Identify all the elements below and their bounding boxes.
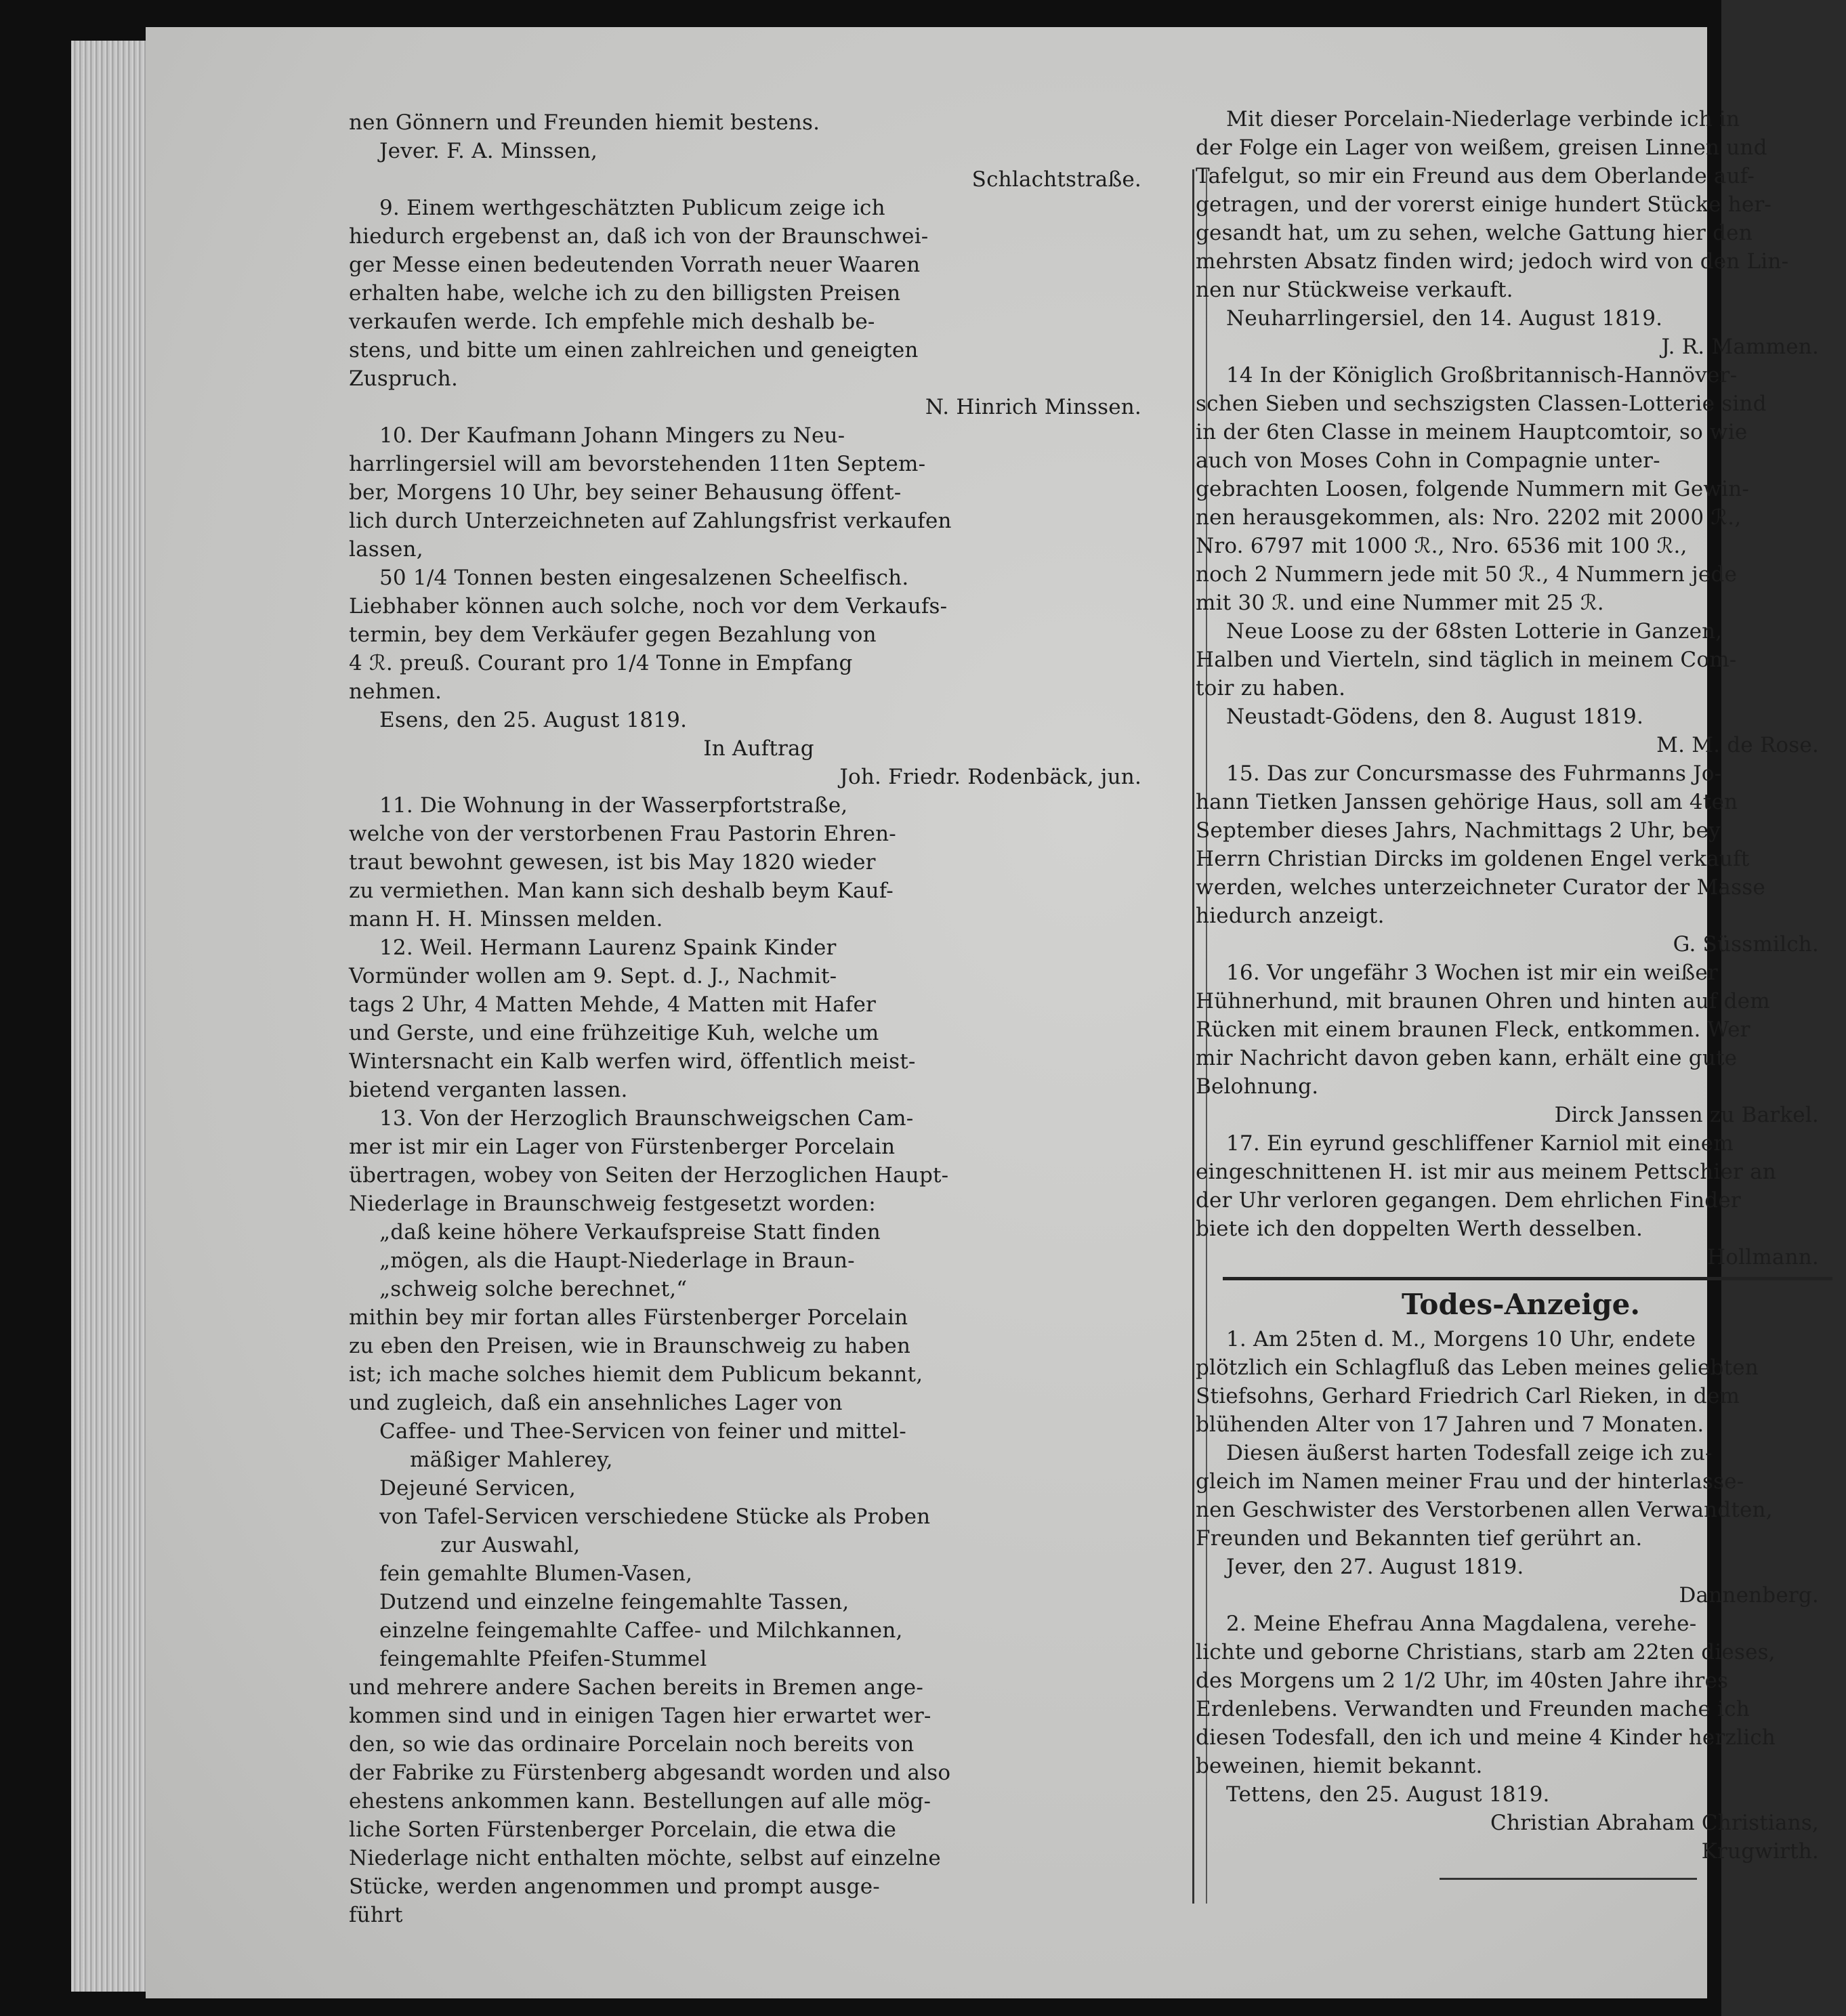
text-line: Dutzend und einzelne feingemahlte Tassen, [379, 1590, 849, 1614]
text-line: nen Gönnern und Freunden hiemit bestens. [349, 110, 820, 135]
text-line: Vormünder wollen am 9. Sept. d. J., Nachmit- [349, 964, 837, 988]
text-line: gleich im Namen meiner Frau und der hinterlasse- [1196, 1469, 1744, 1494]
text-line: Rücken mit einem braunen Fleck, entkommen. Wer [1196, 1017, 1750, 1042]
text-line: diesen Todesfall, den ich und meine 4 Kinder herzlich [1196, 1725, 1776, 1750]
text-line: nen nur Stückweise verkauft. [1196, 278, 1513, 302]
text-line: mehrsten Absatz finden wird; jedoch wird von den Lin- [1196, 249, 1789, 274]
text-line: hann Tietken Janssen gehörige Haus, soll am 4ten [1196, 790, 1738, 814]
text-line: Dirck Janssen zu Barkel. [1554, 1103, 1819, 1127]
text-line: mäßiger Mahlerey, [410, 1448, 613, 1472]
text-line: Dannenberg. [1679, 1583, 1819, 1608]
text-line: J. R. Mammen. [1661, 335, 1819, 359]
newspaper-page [146, 27, 1819, 1998]
text-line: 15. Das zur Concursmasse des Fuhrmanns Jo- [1226, 761, 1722, 786]
text-line: gesandt hat, um zu sehen, welche Gattung hier den [1196, 221, 1753, 245]
text-line: Hollmann. [1707, 1245, 1819, 1269]
text-line: Christian Abraham Christians, [1490, 1811, 1819, 1835]
text-line: Mit dieser Porcelain-Niederlage verbinde ich in [1226, 107, 1740, 131]
text-line: nen Geschwister des Verstorbenen allen Verwandten, [1196, 1498, 1773, 1522]
text-line: Zuspruch. [349, 366, 459, 391]
text-line: auch von Moses Cohn in Compagnie unter- [1196, 448, 1660, 473]
section-rule [1223, 1277, 1832, 1280]
text-line: September dieses Jahrs, Nachmittags 2 Uhr, bey [1196, 818, 1721, 843]
text-line: feingemahlte Pfeifen-Stummel [379, 1647, 707, 1671]
text-line: 2. Meine Ehefrau Anna Magdalena, verehe- [1226, 1612, 1697, 1636]
text-line: 10. Der Kaufmann Johann Mingers zu Neu- [379, 423, 845, 448]
text-line: Tettens, den 25. August 1819. [1226, 1782, 1550, 1807]
text-line: beweinen, hiemit bekannt. [1196, 1754, 1483, 1778]
text-line: 4 ℛ. preuß. Courant pro 1/4 Tonne in Empfang [349, 651, 853, 675]
text-line: Belohnung. [1196, 1074, 1319, 1099]
text-line: 12. Weil. Hermann Laurenz Spaink Kinder [379, 936, 837, 960]
text-line: zur Auswahl, [440, 1533, 581, 1557]
text-line: termin, bey dem Verkäufer gegen Bezahlung von [349, 623, 877, 647]
text-line: traut bewohnt gewesen, ist bis May 1820 wieder [349, 850, 876, 875]
text-line: blühenden Alter von 17 Jahren und 7 Monaten. [1196, 1412, 1704, 1437]
text-line: 11. Die Wohnung in der Wasserpfortstraße, [379, 793, 848, 818]
text-line: mithin bey mir fortan alles Fürstenberger Porcelain [349, 1305, 908, 1330]
text-line: 1. Am 25ten d. M., Morgens 10 Uhr, endete [1226, 1327, 1696, 1351]
text-line: verkaufen werde. Ich empfehle mich deshalb be- [349, 310, 875, 334]
text-line: fein gemahlte Blumen-Vasen, [379, 1561, 693, 1586]
text-line: und Gerste, und eine frühzeitige Kuh, welche um [349, 1021, 879, 1045]
text-line: Hühnerhund, mit braunen Ohren und hinten auf dem [1196, 989, 1770, 1013]
text-line: Caffee- und Thee-Servicen von feiner und mittel- [379, 1419, 906, 1444]
text-line: Erdenlebens. Verwandten und Freunden mache ich [1196, 1697, 1750, 1721]
text-line: Neue Loose zu der 68sten Lotterie in Ganzen, [1226, 619, 1723, 644]
text-line: Schlachtstraße. [971, 167, 1141, 192]
text-line: Neustadt-Gödens, den 8. August 1819. [1226, 705, 1644, 729]
text-line: übertragen, wobey von Seiten der Herzoglichen Haupt- [349, 1163, 949, 1188]
text-line: mann H. H. Minssen melden. [349, 907, 663, 931]
text-line: Liebhaber können auch solche, noch vor dem Verkaufs- [349, 594, 948, 618]
text-line: Niederlage nicht enthalten möchte, selbst auf einzelne [349, 1846, 941, 1870]
text-line: stens, und bitte um einen zahlreichen und geneigten [349, 338, 919, 362]
text-line: harrlingersiel will am bevorstehenden 11ten Septem- [349, 452, 926, 476]
text-line: Niederlage in Braunschweig festgesetzt worden: [349, 1192, 876, 1216]
text-line: und mehrere andere Sachen bereits in Bremen ange- [349, 1675, 924, 1700]
text-line: Jever. F. A. Minssen, [379, 139, 598, 163]
text-line: Halben und Vierteln, sind täglich in meinem Com- [1196, 648, 1737, 672]
text-line: Freunden und Bekannten tief gerührt an. [1196, 1526, 1643, 1551]
text-line: tags 2 Uhr, 4 Matten Mehde, 4 Matten mit Hafer [349, 992, 877, 1017]
text-line: mit 30 ℛ. und eine Nummer mit 25 ℛ. [1196, 591, 1604, 615]
text-line: nen herausgekommen, als: Nro. 2202 mit 2000 ℛ., [1196, 505, 1742, 530]
text-line: noch 2 Nummern jede mit 50 ℛ., 4 Nummern jede [1196, 562, 1738, 587]
text-line: bietend verganten lassen. [349, 1078, 628, 1102]
text-line: der Folge ein Lager von weißem, greisen Linnen und [1196, 135, 1767, 160]
text-line: mer ist mir ein Lager von Fürstenberger Porcelain [349, 1135, 896, 1159]
text-line: und zugleich, daß ein ansehnliches Lager von [349, 1391, 843, 1415]
text-line: welche von der verstorbenen Frau Pastorin Ehren- [349, 822, 896, 846]
text-line: den, so wie das ordinaire Porcelain noch bereits von [349, 1732, 915, 1757]
text-line: hiedurch anzeigt. [1196, 904, 1385, 928]
text-line: der Uhr verloren gegangen. Dem ehrlichen Finder [1196, 1188, 1741, 1213]
text-line: eingeschnittenen H. ist mir aus meinem Pettschier an [1196, 1160, 1776, 1184]
text-line: zu eben den Preisen, wie in Braunschweig zu haben [349, 1334, 911, 1358]
text-line: 13. Von der Herzoglich Braunschweigschen Cam- [379, 1106, 914, 1131]
text-line: Joh. Friedr. Rodenbäck, jun. [839, 765, 1141, 789]
text-line: Wintersnacht ein Kalb werfen wird, öffentlich meist- [349, 1049, 916, 1074]
text-line: 17. Ein eyrund geschliffener Karniol mit einem [1226, 1131, 1734, 1156]
text-line: „schweig solche berechnet,“ [379, 1277, 688, 1301]
text-line: Stücke, werden angenommen und prompt ausge- [349, 1874, 880, 1899]
text-line: M. M. de Rose. [1656, 733, 1819, 757]
text-line: der Fabrike zu Fürstenberg abgesandt worden und also [349, 1761, 951, 1785]
text-line: einzelne feingemahlte Caffee- und Milchkannen, [379, 1618, 903, 1643]
book-page-edges [71, 41, 152, 1992]
text-line: getragen, und der vorerst einige hundert Stücke her- [1196, 192, 1772, 217]
text-line: führt [349, 1903, 403, 1927]
text-line: Diesen äußerst harten Todesfall zeige ich zu- [1226, 1441, 1713, 1465]
text-line: plötzlich ein Schlagfluß das Leben meines geliebten [1196, 1356, 1759, 1380]
text-line: „mögen, als die Haupt-Niederlage in Braun- [379, 1248, 855, 1273]
text-line: Esens, den 25. August 1819. [379, 708, 688, 732]
left-column [349, 108, 1169, 1929]
text-line: biete ich den doppelten Werth desselben. [1196, 1217, 1643, 1241]
text-line: gebrachten Loosen, folgende Nummern mit Gewin- [1196, 477, 1750, 501]
right-column [1196, 105, 1846, 1880]
text-line: nehmen. [349, 679, 442, 704]
text-line: Tafelgut, so mir ein Freund aus dem Oberlande auf- [1196, 164, 1755, 188]
death-notices [1196, 1325, 1846, 1866]
column-divider [1192, 169, 1194, 1904]
text-line: Jever, den 27. August 1819. [1226, 1555, 1524, 1579]
text-line: G. Süssmilch. [1673, 932, 1819, 957]
text-line: 14 In der Königlich Großbritannisch-Hannöver- [1226, 363, 1738, 387]
text-line: in der 6ten Classe in meinem Hauptcomtoir, so wie [1196, 420, 1748, 444]
text-line: des Morgens um 2 1/2 Uhr, im 40sten Jahre ihres [1196, 1668, 1729, 1693]
text-line: N. Hinrich Minssen. [925, 395, 1141, 419]
text-line: kommen sind und in einigen Tagen hier erwartet wer- [349, 1704, 931, 1728]
text-line: Stiefsohns, Gerhard Friedrich Carl Rieken, in dem [1196, 1384, 1740, 1408]
text-line: ehestens ankommen kann. Bestellungen auf alle mög- [349, 1789, 931, 1813]
text-line: 50 1/4 Tonnen besten eingesalzenen Scheelfisch. [379, 566, 909, 590]
text-line: erhalten habe, welche ich zu den billigsten Preisen [349, 281, 901, 306]
text-line: toir zu haben. [1196, 676, 1346, 700]
text-line: lichte und geborne Christians, starb am 22ten dieses, [1196, 1640, 1776, 1664]
section-heading: Todes-Anzeige. [1402, 1288, 1640, 1321]
text-line: ist; ich mache solches hiemit dem Publicum bekannt, [349, 1362, 923, 1387]
text-line: ger Messe einen bedeutenden Vorrath neuer Waaren [349, 253, 921, 277]
text-line: zu vermiethen. Man kann sich deshalb beym Kauf- [349, 879, 894, 903]
text-line: Nro. 6797 mit 1000 ℛ., Nro. 6536 mit 100 ℛ., [1196, 534, 1687, 558]
text-line: 16. Vor ungefähr 3 Wochen ist mir ein weißer [1226, 961, 1718, 985]
text-line: werden, welches unterzeichneter Curator der Masse [1196, 875, 1765, 900]
end-rule [1440, 1878, 1697, 1880]
text-line: ber, Morgens 10 Uhr, bey seiner Behausung öffent- [349, 480, 902, 505]
text-line: 9. Einem werthgeschätzten Publicum zeige ich [379, 196, 885, 220]
text-line: „daß keine höhere Verkaufspreise Statt finden [379, 1220, 881, 1244]
text-line: mir Nachricht davon geben kann, erhält eine gute [1196, 1046, 1738, 1070]
text-line: von Tafel-Servicen verschiedene Stücke als Proben [379, 1505, 931, 1529]
text-line: Krugwirth. [1701, 1839, 1819, 1864]
text-line: Herrn Christian Dircks im goldenen Engel verkauft [1196, 847, 1750, 871]
text-line: Neuharrlingersiel, den 14. August 1819. [1226, 306, 1663, 331]
text-line: lich durch Unterzeichneten auf Zahlungsfrist verkaufen [349, 509, 952, 533]
text-line: liche Sorten Fürstenberger Porcelain, die etwa die [349, 1818, 897, 1842]
text-line: In Auftrag [703, 736, 814, 761]
text-line: Dejeuné Servicen, [379, 1476, 576, 1500]
text-line: lassen, [349, 537, 423, 562]
right-column-notices [1196, 105, 1846, 1272]
text-line: hiedurch ergebenst an, daß ich von der Braunschwei- [349, 224, 929, 249]
text-line: schen Sieben und sechszigsten Classen-Lotterie sind [1196, 392, 1767, 416]
